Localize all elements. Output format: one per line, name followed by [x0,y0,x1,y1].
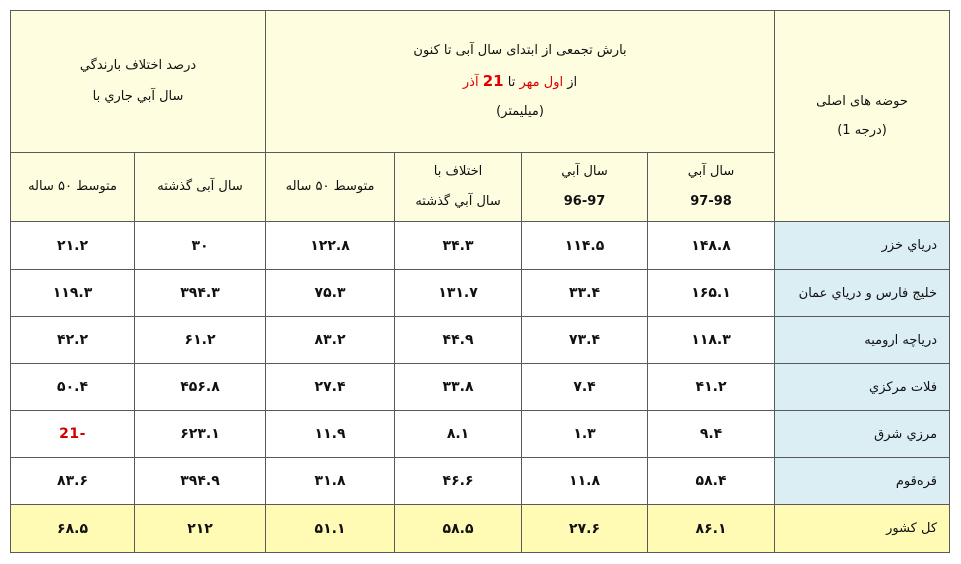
rainfall-table [10,10,950,553]
cell-value: ۶۸.۵ [11,505,135,553]
header-rain-end-month: آذر [462,75,479,91]
header-rain-group [266,11,775,153]
cell-value: ۱۱۴.۵ [522,222,648,270]
cell-value: ۸۶.۱ [648,505,775,553]
cell-value: ۱۱۹.۳ [11,270,135,317]
cell-value: ۱۶۵.۱ [648,270,775,317]
col-header-9697 [522,152,648,221]
table-row-total [11,505,950,553]
cell-value: ۳۰ [135,222,266,270]
col-header-9697-line2: 96-97 [563,193,606,209]
header-rain-end-day: 21 [482,72,504,91]
header-rain-from: از [567,75,578,91]
cell-value: ۸۳.۶ [11,458,135,505]
col-header-pct-prev: سال آبی گذشته [135,152,266,221]
table-row [11,411,950,458]
cell-value: ۳۳.۴ [522,270,648,317]
row-basin-name: قره‌قوم [775,458,950,505]
cell-value: ۳۹۴.۹ [135,458,266,505]
header-basin-line1: حوضه های اصلی [816,94,908,109]
cell-value-negative: -21 [11,411,135,458]
cell-value: ۲۱.۲ [11,222,135,270]
table-row [11,317,950,364]
cell-value: ۲۷.۴ [266,364,395,411]
cell-value: ۳۴.۳ [395,222,522,270]
table-row [11,270,950,317]
header-rain-to: تا [507,75,516,91]
rainfall-table-container [10,10,949,551]
cell-value: ۱۱۸.۳ [648,317,775,364]
cell-value: ۴۲.۲ [11,317,135,364]
cell-value: ۵۸.۵ [395,505,522,553]
header-diff-line2: سال آبي جاري با [92,89,184,105]
cell-value: ۴۱.۲ [648,364,775,411]
col-header-diff-prev-line2: سال آبي گذشته [415,193,501,209]
table-row [11,458,950,505]
col-header-pct-avg50: متوسط ۵۰ ساله [11,152,135,221]
cell-value: ۵۸.۴ [648,458,775,505]
header-basin-line2: (درجه 1) [837,123,887,138]
cell-value: ۷.۴ [522,364,648,411]
cell-value: ۱.۳ [522,411,648,458]
col-header-9798-line2: 97-98 [690,193,732,209]
table-row [11,364,950,411]
header-rain-line1: بارش تجمعی از ابتدای سال آبی تا کنون [413,43,627,59]
cell-value: ۵۱.۱ [266,505,395,553]
cell-value: ۱۴۸.۸ [648,222,775,270]
cell-value: ۱۲۲.۸ [266,222,395,270]
cell-value: ۱۱.۹ [266,411,395,458]
cell-value: ۳۹۴.۳ [135,270,266,317]
cell-value: ۶۱.۲ [135,317,266,364]
cell-value: ۶۲۳.۱ [135,411,266,458]
header-basin [775,11,950,222]
table-row [11,222,950,270]
header-rain-start-date: اول مهر [519,75,564,91]
cell-value: ۴۴.۹ [395,317,522,364]
col-header-9798 [648,152,775,221]
row-basin-name: درياي خزر [775,222,950,270]
cell-value: ۷۵.۳ [266,270,395,317]
header-diff-line1: درصد اختلاف بارندگي [79,58,197,74]
header-rain-unit: (میلیمتر) [496,104,544,120]
cell-value: ۸.۱ [395,411,522,458]
header-diff-group [11,11,266,153]
header-rain-line2 [266,72,774,90]
cell-value: ۹.۴ [648,411,775,458]
row-total-name: کل کشور [775,505,950,553]
cell-value: ۲۷.۶ [522,505,648,553]
cell-value: ۴۶.۶ [395,458,522,505]
col-header-diff-prev [395,152,522,221]
row-basin-name: مرزي شرق [775,411,950,458]
row-basin-name: فلات مركزي [775,364,950,411]
cell-value: ۳۳.۸ [395,364,522,411]
cell-value: ۱۱.۸ [522,458,648,505]
cell-value: ۲۱۲ [135,505,266,553]
cell-value: ۵۰.۴ [11,364,135,411]
cell-value: ۱۳۱.۷ [395,270,522,317]
col-header-9798-line1: سال آبي [687,163,735,179]
cell-value: ۴۵۶.۸ [135,364,266,411]
row-basin-name: درياچه اروميه [775,317,950,364]
col-header-9697-line1: سال آبي [561,163,608,179]
col-header-diff-prev-line1: اختلاف با [433,163,483,179]
cell-value: ۷۳.۴ [522,317,648,364]
cell-value: ۸۳.۲ [266,317,395,364]
col-header-avg50: متوسط ۵۰ ساله [266,152,395,221]
row-basin-name: خليج فارس و درياي عمان [775,270,950,317]
cell-value: ۳۱.۸ [266,458,395,505]
